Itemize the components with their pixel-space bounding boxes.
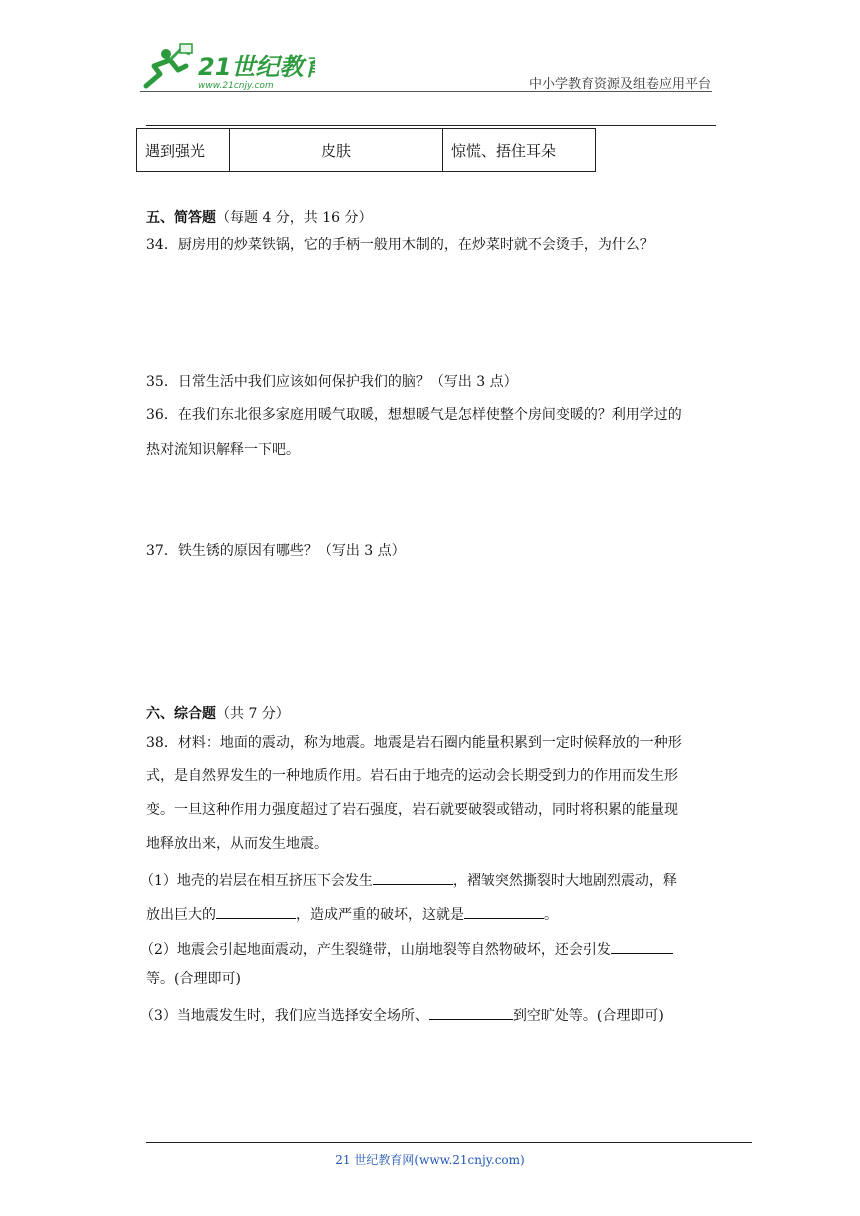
question-36-line-2: 热对流知识解释一下吧。	[146, 442, 300, 458]
question-35: 35．日常生活中我们应该如何保护我们的脑？（写出 3 点）	[146, 374, 518, 390]
part-1-text-b: ，褶皱突然撕裂时大地剧烈震动，释	[452, 873, 677, 889]
table-row	[137, 129, 596, 172]
section-5-note: （每题 4 分，共 16 分）	[216, 210, 373, 226]
table-cell-organ: 皮肤	[230, 129, 443, 172]
footer-link[interactable]: 21 世纪教育网(www.21cnjy.com)	[335, 1153, 525, 1167]
fill-blank-4[interactable]	[611, 938, 673, 954]
part-1-text-a: （1）地壳的岩层在相互挤压下会发生	[140, 873, 373, 889]
section-6-title: 六、综合题	[146, 706, 216, 722]
footer-divider	[146, 1142, 752, 1143]
table-cell-situation: 遇到强光	[137, 129, 230, 172]
fill-blank-3[interactable]	[464, 903, 544, 919]
fill-blank-2[interactable]	[216, 903, 296, 919]
fill-blank-1[interactable]	[373, 869, 453, 885]
part-1-text-c: 放出巨大的	[146, 907, 216, 923]
question-38-part-3	[140, 1004, 664, 1025]
table-cell-reaction: 惊慌、捂住耳朵	[443, 129, 596, 172]
question-37: 37．铁生锈的原因有哪些？（写出 3 点）	[146, 543, 406, 559]
part-2-text-a: （2）地震会引起地面震动，产生裂缝带，山崩地裂等自然物破坏，还会引发	[140, 942, 611, 958]
question-38-line-3: 变。一旦这种作用力强度超过了岩石强度，岩石就要破裂或错动，同时将积累的能量现	[146, 802, 678, 818]
fill-blank-5[interactable]	[429, 1004, 513, 1020]
logo-url: www.21cnjy.com	[198, 81, 274, 91]
part-1-text-e: 。	[544, 907, 558, 923]
part-3-text-b: 到空旷处等。(合理即可)	[512, 1008, 664, 1024]
question-38-line-1: 38．材料：地面的震动，称为地震。地震是岩石圈内能量积累到一定时候释放的一种形	[146, 735, 682, 751]
question-34: 34．厨房用的炒菜铁锅，它的手柄一般用木制的，在炒菜时就不会烫手，为什么？	[146, 237, 654, 253]
question-38-line-2: 式，是自然界发生的一种地质作用。岩石由于地壳的运动会长期受到力的作用而发生形	[146, 768, 678, 784]
header-divider	[140, 91, 712, 92]
table-top-rule	[146, 125, 716, 126]
section-5-heading	[146, 209, 373, 227]
question-38-part-2-line-2: 等。(合理即可)	[146, 971, 241, 987]
platform-name: 中小学教育资源及组卷应用平台	[528, 77, 711, 92]
part-3-text-a: （3）当地震发生时，我们应当选择安全场所、	[140, 1008, 429, 1024]
section-5-title: 五、简答题	[146, 210, 216, 226]
section-6-heading	[146, 705, 290, 723]
question-36-line-1: 36．在我们东北很多家庭用暖气取暖，想想暖气是怎样使整个房间变暖的？利用学过的	[146, 407, 682, 423]
question-38-part-1-line-2	[146, 903, 558, 924]
runner-logo-icon	[140, 40, 315, 92]
site-logo	[140, 40, 315, 92]
logo-text: 21世纪教育	[198, 53, 315, 81]
question-38-part-1-line-1	[140, 869, 677, 890]
section-6-note: （共 7 分）	[216, 706, 290, 722]
question-38-line-4: 地释放出来，从而发生地震。	[146, 836, 328, 852]
question-38-part-2-line-1	[140, 938, 673, 959]
answer-table	[136, 128, 596, 172]
part-1-text-d: ，造成严重的破坏，这就是	[296, 907, 464, 923]
